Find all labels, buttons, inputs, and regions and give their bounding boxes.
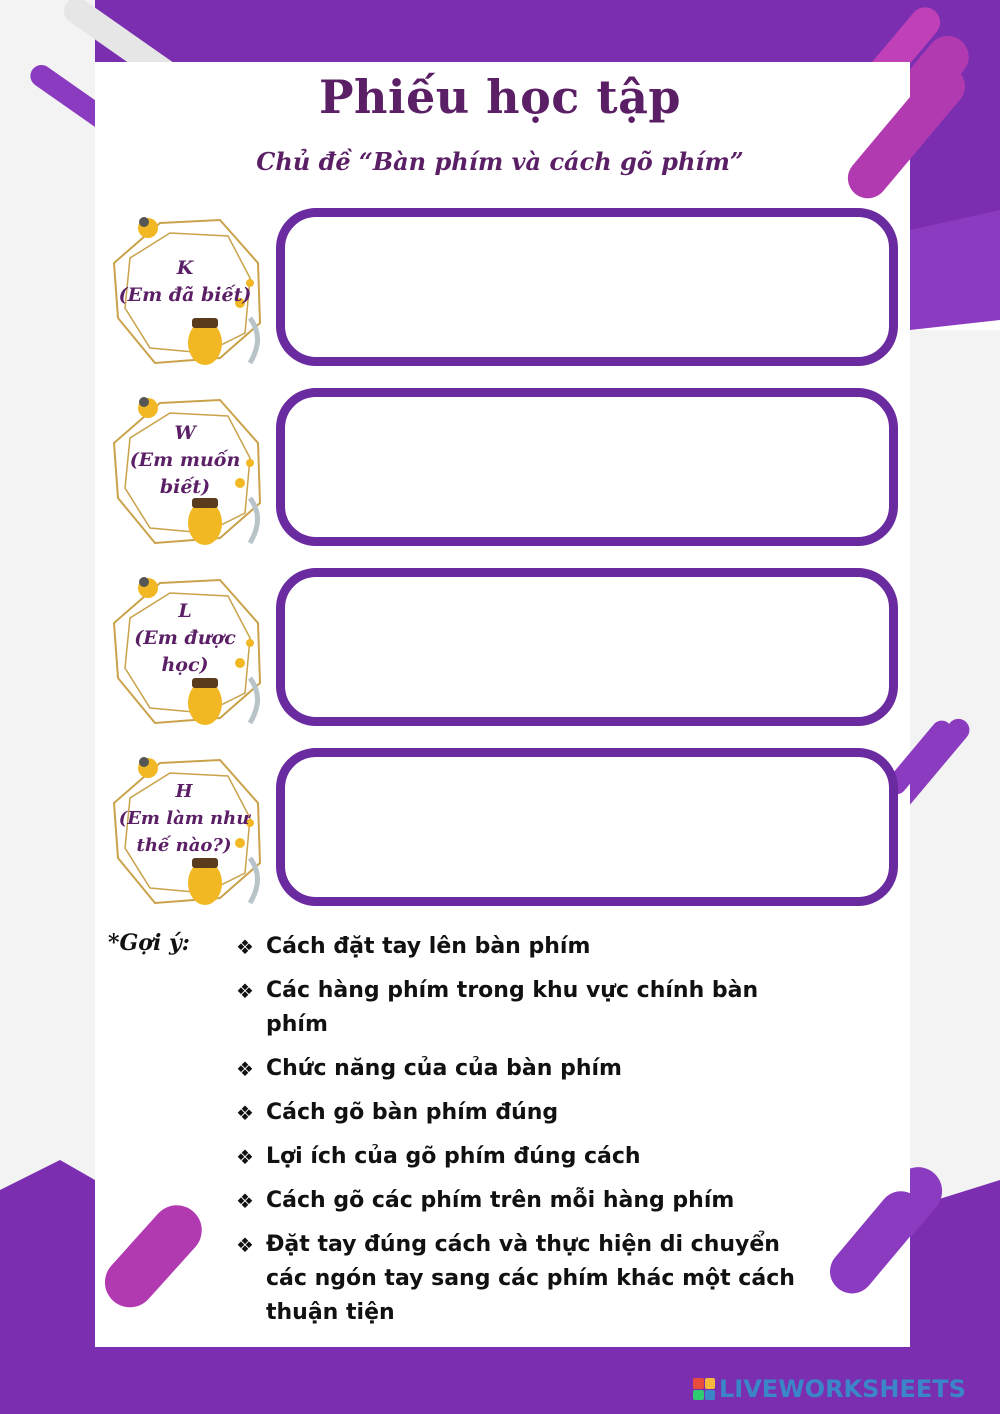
answer-box-w[interactable]	[276, 388, 898, 546]
diamond-bullet-icon: ❖	[236, 935, 254, 959]
answer-box-h[interactable]	[276, 748, 898, 906]
list-item: ❖ Cách gõ bàn phím đúng	[236, 1096, 816, 1130]
kwlh-row-l	[0, 568, 1000, 738]
list-item: ❖ Chức năng của của bàn phím	[236, 1052, 816, 1086]
list-item: ❖ Các hàng phím trong khu vực chính bàn phím	[236, 974, 816, 1042]
badge-label-h: H (Em làm như thế nào?)	[118, 781, 250, 856]
liveworksheets-logo-icon	[693, 1378, 715, 1400]
badge-label-k: K (Em đã biết)	[118, 257, 252, 306]
list-item: ❖ Cách đặt tay lên bàn phím	[236, 930, 816, 964]
answer-box-l[interactable]	[276, 568, 898, 726]
badge-l	[100, 568, 280, 748]
diamond-bullet-icon: ❖	[236, 1057, 254, 1081]
badge-label-l: L (Em được học)	[134, 600, 236, 676]
diamond-bullet-icon: ❖	[236, 979, 254, 1003]
badge-h	[100, 748, 280, 928]
list-item: ❖ Lợi ích của gõ phím đúng cách	[236, 1140, 816, 1174]
diamond-bullet-icon: ❖	[236, 1189, 254, 1213]
list-item: ❖ Cách gõ các phím trên mỗi hàng phím	[236, 1184, 816, 1218]
badge-k	[100, 208, 280, 388]
diamond-bullet-icon: ❖	[236, 1145, 254, 1169]
brand-name: LIVEWORKSHEETS	[719, 1375, 966, 1403]
liveworksheets-brand[interactable]	[693, 1376, 966, 1402]
diamond-bullet-icon: ❖	[236, 1101, 254, 1125]
badge-label-w: W (Em muốn biết)	[129, 422, 241, 498]
badge-w	[100, 388, 280, 568]
page-subtitle: Chủ đề “Bàn phím và cách gõ phím”	[256, 147, 744, 176]
diamond-bullet-icon: ❖	[236, 1233, 254, 1257]
kwlh-row-h	[0, 748, 1000, 918]
hint-list	[236, 930, 816, 1340]
hint-label: *Gợi ý:	[108, 930, 190, 956]
kwlh-row-w	[0, 388, 1000, 558]
answer-box-k[interactable]	[276, 208, 898, 366]
kwlh-row-k	[0, 208, 1000, 378]
list-item: ❖ Đặt tay đúng cách và thực hiện di chuyển các ngón tay sang các phím khác một cách thuận tiện	[236, 1228, 816, 1330]
page-title: Phiếu học tập	[318, 70, 682, 124]
